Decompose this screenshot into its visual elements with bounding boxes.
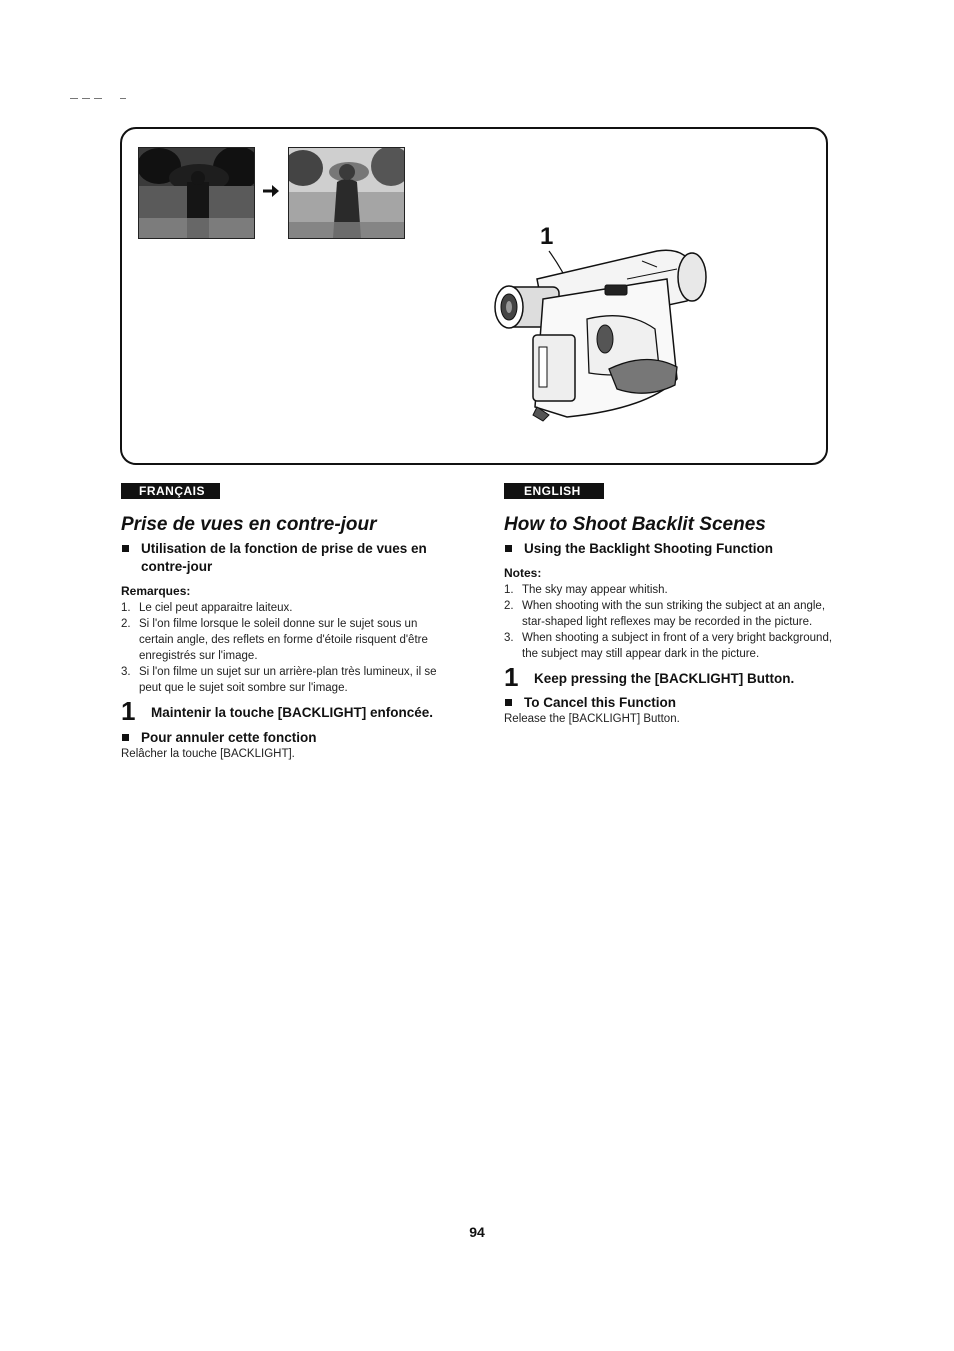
subheading bbox=[504, 540, 834, 558]
step-1 bbox=[504, 662, 834, 692]
step-text: Maintenir la touche [BACKLIGHT] enfoncée. bbox=[151, 705, 434, 720]
notes-label: Notes: bbox=[504, 566, 542, 580]
backlit-scene-dark-photo bbox=[138, 147, 255, 239]
bullet-square-icon bbox=[505, 699, 512, 706]
bullet-square-icon bbox=[122, 545, 129, 552]
backlit-scene-corrected-photo bbox=[288, 147, 405, 239]
cancel-instructions: Relâcher la touche [BACKLIGHT]. bbox=[121, 748, 295, 760]
note-item: 3. When shooting a subject in front of a very bright background, the subject may still appear dark in the picture. bbox=[504, 632, 833, 660]
subheading-text: Utilisation de la fonction de prise de vues en contre-jour bbox=[141, 541, 427, 574]
section-title: How to Shoot Backlit Scenes bbox=[504, 514, 766, 535]
cancel-heading bbox=[504, 694, 834, 712]
callout-number: 1 bbox=[540, 223, 554, 250]
note-item: 1. The sky may appear whitish. bbox=[504, 584, 668, 596]
subheading bbox=[121, 540, 451, 576]
subheading-text: Using the Backlight Shooting Function bbox=[524, 541, 773, 556]
note-item: 1. Le ciel peut apparaitre laiteux. bbox=[121, 602, 293, 614]
note-item: 2. When shooting with the sun striking the subject at an angle, star-shaped light reflexes may be recorded in the picture. bbox=[504, 600, 826, 628]
note-item: 3. Si l'on filme un sujet sur un arrière-plan très lumineux, il se peut que le sujet soit sombre sur l'image. bbox=[121, 666, 437, 694]
camcorder-icon bbox=[477, 239, 717, 429]
illustration-frame bbox=[120, 127, 828, 465]
notes-label: Remarques: bbox=[121, 584, 191, 598]
notes-list bbox=[504, 582, 834, 662]
language-label-french: FRANÇAIS bbox=[121, 483, 220, 499]
bullet-square-icon bbox=[505, 545, 512, 552]
right-arrow-icon bbox=[261, 181, 281, 201]
english-column bbox=[504, 482, 834, 727]
cancel-heading bbox=[121, 729, 451, 747]
step-1 bbox=[121, 696, 451, 726]
step-number: 1 bbox=[121, 696, 136, 726]
cancel-instructions: Release the [BACKLIGHT] Button. bbox=[504, 713, 680, 725]
step-number: 1 bbox=[504, 662, 519, 692]
notes-list bbox=[121, 600, 451, 696]
french-column bbox=[121, 482, 451, 762]
language-label-english: ENGLISH bbox=[504, 483, 604, 499]
cancel-heading-text: To Cancel this Function bbox=[524, 695, 677, 710]
step-text: Keep pressing the [BACKLIGHT] Button. bbox=[534, 671, 795, 686]
section-title: Prise de vues en contre-jour bbox=[121, 514, 377, 535]
page-number: 94 bbox=[469, 1224, 485, 1240]
bullet-square-icon bbox=[122, 734, 129, 741]
cancel-heading-text: Pour annuler cette fonction bbox=[141, 730, 317, 745]
note-item: 2. Si l'on filme lorsque le soleil donne sur le sujet sous un certain angle, des reflets en forme d'étoile risquent d'être enregistrés sur l'image. bbox=[121, 618, 428, 662]
scan-artifact bbox=[70, 98, 130, 100]
